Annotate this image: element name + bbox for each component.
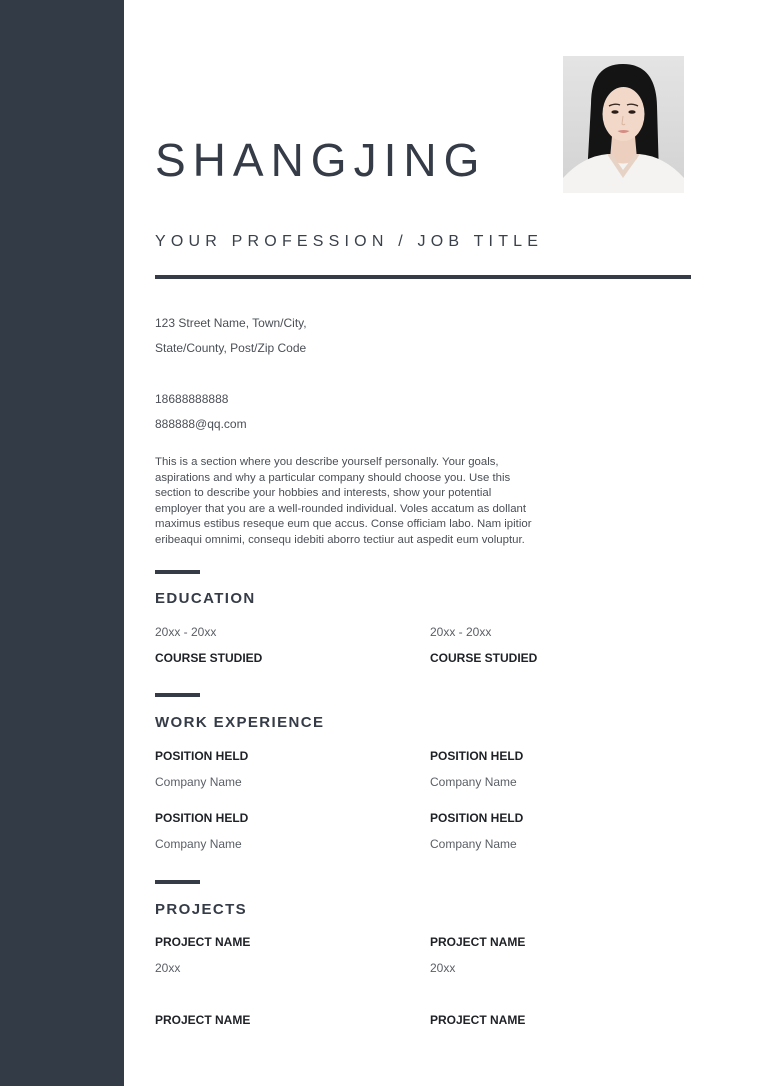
- education-course: COURSE STUDIED: [430, 651, 538, 665]
- project-name: PROJECT NAME: [155, 1013, 251, 1027]
- company-name: Company Name: [155, 837, 242, 851]
- work-experience-heading: WORK EXPERIENCE: [155, 714, 325, 731]
- project-year: 20xx: [155, 961, 181, 975]
- resume-name: SHANGJING: [155, 134, 487, 186]
- project-name: PROJECT NAME: [430, 935, 526, 949]
- projects-section-rule: [155, 880, 200, 884]
- about-paragraph: This is a section where you describe yourself personally. Your goals, aspirations and why a particular company should choose you. Use this section to describe your hobbies and interests, show your potential employer that you are a well-rounded individual. Voles accatum as dollant maximus estibus reseque eum que accus. Conse officiam labo. Nam ipitior eribeaqui omnimi, consequ idebiti aborro tectiur aut aspedit eum voluptur.: [155, 456, 532, 546]
- position-held: POSITION HELD: [155, 811, 249, 825]
- project-name-clipped: [430, 1012, 526, 1027]
- project-name: PROJECT NAME: [155, 935, 251, 949]
- education-dates: 20xx - 20xx: [430, 625, 492, 639]
- position-held: POSITION HELD: [155, 749, 249, 763]
- address-line-2: State/County, Post/Zip Code: [155, 341, 307, 355]
- address-line-1: 123 Street Name, Town/City,: [155, 316, 307, 330]
- project-name-clipped: [155, 1012, 251, 1027]
- phone-number: 18688888888: [155, 392, 229, 406]
- project-name: PROJECT NAME: [430, 1013, 526, 1027]
- header-divider: [155, 275, 691, 279]
- company-name: Company Name: [155, 775, 242, 789]
- profession-title: YOUR PROFESSION / JOB TITLE: [155, 233, 544, 250]
- position-held: POSITION HELD: [430, 749, 524, 763]
- projects-heading: PROJECTS: [155, 901, 248, 918]
- email-address: 888888@qq.com: [155, 417, 247, 431]
- sidebar-band: [0, 0, 124, 1086]
- company-name: Company Name: [430, 775, 517, 789]
- profile-photo: [563, 56, 684, 193]
- education-section-rule: [155, 570, 200, 574]
- position-held: POSITION HELD: [430, 811, 524, 825]
- education-course: COURSE STUDIED: [155, 651, 263, 665]
- education-dates: 20xx - 20xx: [155, 625, 217, 639]
- company-name: Company Name: [430, 837, 517, 851]
- education-heading: EDUCATION: [155, 590, 256, 607]
- project-year: 20xx: [430, 961, 456, 975]
- work-section-rule: [155, 693, 200, 697]
